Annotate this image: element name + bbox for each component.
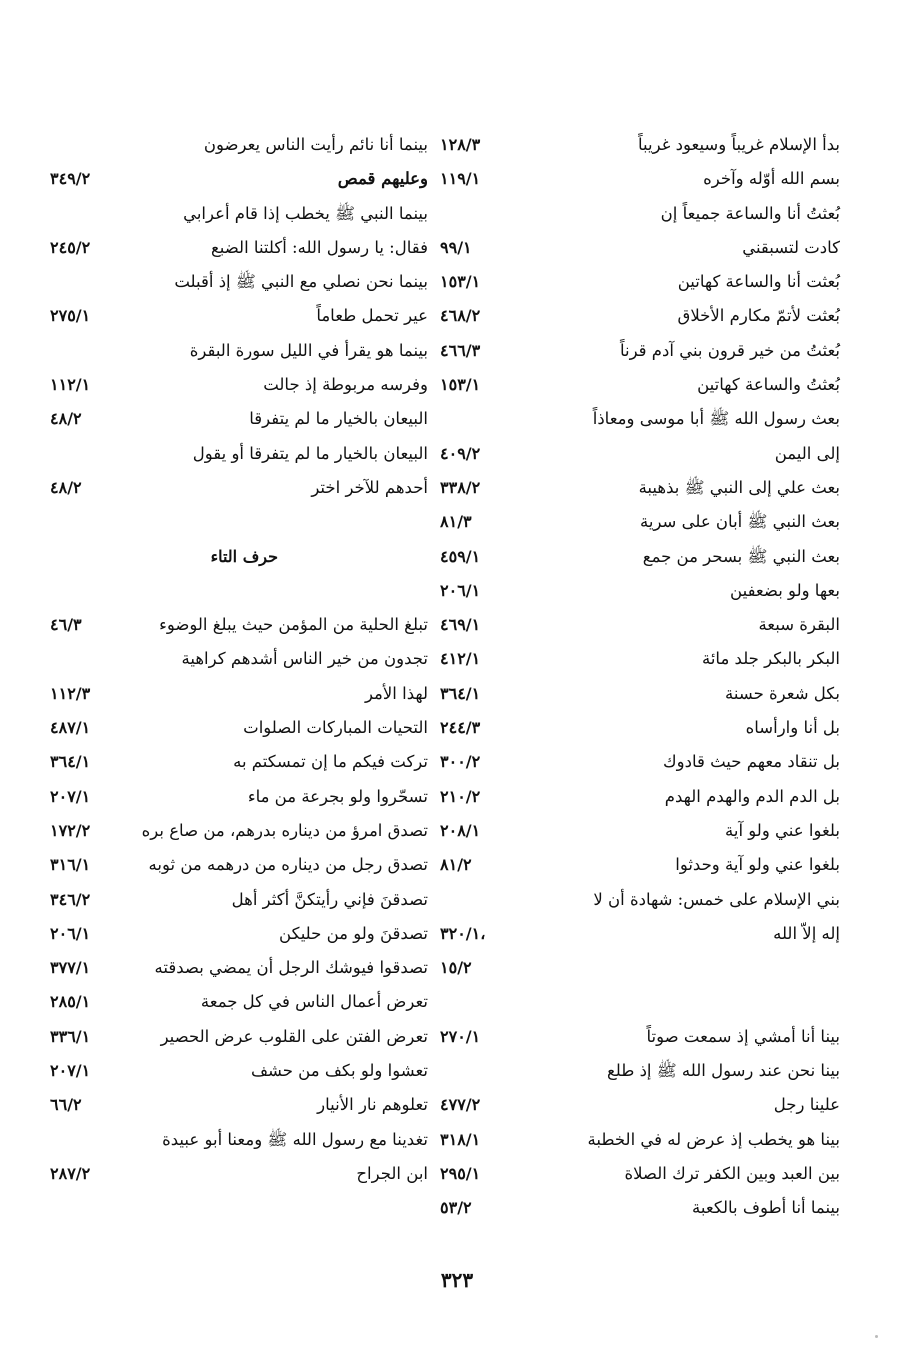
entry-reference: ١٥٣/١ [440,272,481,292]
entry-reference: ١١٢/٣ [50,683,91,703]
entry-reference: ٢٧٠/١ [440,1026,481,1046]
index-entry [440,1088,840,1122]
entry-text: تبلغ الحلية من المؤمن حيث يبلغ الوضوء [159,615,428,635]
entry-reference: ٤١٢/١ [440,649,481,669]
entry-reference: ٦٦/٢ [50,1095,82,1115]
index-entry [50,1020,428,1054]
entry-text: بل أنا وارأساه [745,718,840,738]
entry-text: تصدقنَ ولو من حليكن [279,923,428,943]
index-entry [440,780,840,814]
index-entry [440,1054,840,1088]
index-entry [440,162,840,196]
entry-text: تصدقنَ فإني رأيتكنَّ أكثر أهل [231,889,428,909]
section-heading [50,540,428,574]
entry-reference: ٣١٨/١ [440,1129,481,1149]
entry-text: التحيات المباركات الصلوات [243,718,428,738]
index-entry [440,265,840,299]
entry-text: بينما النبي ﷺ يخطب إذا قام أعرابي [183,203,428,223]
entry-reference: ٣٣٨/٢ [440,477,481,497]
entry-reference: ٨١/٣ [440,512,472,532]
entry-reference: ٢٠٦/١ [440,580,481,600]
index-entry [50,1054,428,1088]
entry-reference: ٤٦٨/٢ [440,306,481,326]
entry-text: بين العبد وبين الكفر ترك الصلاة [624,1163,840,1183]
index-entry [50,299,428,333]
entry-text: بل تنقاد معهم حيث قادوك [663,752,840,772]
index-entry [50,1088,428,1122]
index-entry [50,951,428,985]
index-entry [50,711,428,745]
index-entry [50,608,428,642]
entry-text: تسحّروا ولو بجرعة من ماء [247,786,428,806]
entry-text: بل الدم الدم والهدم الهدم [664,786,840,806]
entry-text: بُعثتُ والساعة كهاتين [697,375,840,395]
entry-reference: ١٢٨/٣ [440,135,481,154]
index-entry [440,540,840,574]
index-entry [440,985,840,1019]
entry-reference: ٤٠٩/٢ [440,443,481,463]
entry-reference: ٢١٠/٢ [440,786,481,806]
entry-reference: ٢٨٧/٢ [50,1163,91,1183]
index-entry [50,814,428,848]
index-entry [440,642,840,676]
entry-reference: ٤٦٦/٣ [440,340,481,360]
entry-text: وعليهم قمص [337,169,428,189]
entry-reference: ٨١/٢ [440,855,472,875]
index-entry [440,1020,840,1054]
index-entry [50,231,428,265]
entry-reference: ٣٤٦/٢ [50,889,91,909]
entry-text: تصدق امرؤ من ديناره بدرهم، من صاع بره [141,820,428,840]
entry-reference: ٣٧٧/١ [50,958,91,978]
index-entry [440,917,840,951]
index-entry [50,437,428,471]
index-entry [50,162,428,196]
entry-text: بلغوا عني ولو آية وحدثوا [675,855,840,875]
entry-text: بعث النبي ﷺ أبان على سرية [640,512,840,532]
entry-reference: ٢٨٥/١ [50,992,91,1012]
index-entry [50,848,428,882]
entry-text: بعث رسول الله ﷺ أبا موسى ومعاذاً [592,409,840,429]
index-entry [440,745,840,779]
entry-text: بينا هو يخطب إذ عرض له في الخطبة [587,1129,840,1149]
index-entry [440,197,840,231]
entry-reference: ٩٩/١ [440,237,472,257]
index-entry [50,917,428,951]
entry-text: بينما هو يقرأ في الليل سورة البقرة [189,340,428,360]
entry-reference: ٤٥٩/١ [440,546,481,566]
entry-text: تعشوا ولو بكف من حشف [250,1061,428,1081]
entry-reference: ٢٠٨/١ [440,820,481,840]
entry-text: بُعثتُ من خير قرون بني آدم قرناً [619,340,840,360]
entry-text: تعرض أعمال الناس في كل جمعة [200,992,428,1012]
entry-text: بينما أنا نائم رأيت الناس يعرضون [203,135,428,154]
index-entry [50,780,428,814]
entry-reference: ٣٠٠/٢ [440,752,481,772]
entry-reference: ٣٦٤/١ [440,683,481,703]
entry-reference: ٣٤٩/٢ [50,169,91,189]
entry-text: تغدينا مع رسول الله ﷺ ومعنا أبو عبيدة [162,1129,428,1149]
entry-reference: ٢٤٤/٣ [440,718,481,738]
entry-reference: ٢٧٥/١ [50,306,91,326]
index-entry [440,334,840,368]
right-column [440,128,840,1226]
entry-text: تعلوهم نار الأنيار [317,1095,428,1115]
entry-reference: ١١٢/١ [50,375,91,395]
entry-text: أحدهم للآخر اختر [311,477,428,497]
entry-text: بعث علي إلى النبي ﷺ بذهيبة [638,477,840,497]
entry-text: بينما أنا أطوف بالكعبة [692,1198,840,1218]
entry-text: بُعثت لأتمّ مكارم الأخلاق [677,306,840,326]
entry-reference: ٣١٦/١ [50,855,91,875]
entry-text: البيعان بالخيار ما لم يتفرقا [249,409,428,429]
entry-reference: ١٥/٢ [440,958,472,978]
entry-text: تصدقوا فيوشك الرجل أن يمضي بصدقته [154,958,428,978]
index-entry [50,677,428,711]
index-entry [50,265,428,299]
entry-reference: ٢٠٦/١ [50,923,91,943]
entry-reference: ٥٣/٢ [440,1198,472,1218]
index-entry [440,883,840,917]
entry-text: إلى اليمن [774,443,840,463]
index-entry [440,574,840,608]
entry-text: تصدق رجل من ديناره من درهمه من ثوبه [148,855,428,875]
index-entry [50,745,428,779]
index-entry [440,1123,840,1157]
index-entry [50,985,428,1019]
entry-reference: ١٧٢/٢ [50,820,91,840]
index-entry [50,197,428,231]
entry-text: بينا نحن عند رسول الله ﷺ إذ طلع [606,1061,840,1081]
entry-text: ابن الجراح [356,1163,428,1183]
index-entry [50,471,428,505]
entry-reference: ٤٨/٢ [50,409,82,429]
entry-text: وفرسه مربوطة إذ جالت [263,375,428,395]
entry-text: بلغوا عني ولو آية [725,820,840,840]
index-entry [440,471,840,505]
index-entry [50,368,428,402]
entry-text: تجدون من خير الناس أشدهم كراهية [181,649,428,669]
entry-text: كادت لتسبقني [742,237,840,257]
index-entry [440,299,840,333]
entry-text: بينما نحن نصلي مع النبي ﷺ إذ أقبلت [174,272,428,292]
index-entry [440,402,840,436]
entry-reference: ٣٢٠/١، [440,923,486,943]
index-entry [440,677,840,711]
entry-text: بدأ الإسلام غريباً وسيعود غريباً [638,135,840,154]
index-entry [440,848,840,882]
index-entry [440,814,840,848]
entry-reference: ٢٠٧/١ [50,786,91,806]
entry-text: بُعثت أنا والساعة كهاتين [677,272,840,292]
index-entry [50,1157,428,1191]
entry-text: حرف التاء [210,546,278,566]
entry-reference: ٢٠٧/١ [50,1061,91,1081]
entry-reference: ١٥٣/١ [440,375,481,395]
entry-text: بكل شعرة حسنة [725,683,840,703]
index-entry [440,608,840,642]
entry-reference: ٤٨/٢ [50,477,82,497]
index-entry [440,951,840,985]
index-entry [440,437,840,471]
entry-text: لهذا الأمر [364,683,428,703]
index-entry [50,334,428,368]
scan-speck [875,1335,878,1338]
index-entry [50,1123,428,1157]
entry-text: البقرة سبعة [758,615,840,635]
entry-reference: ١١٩/١ [440,169,481,189]
index-entry [440,711,840,745]
entry-text: إله إلاّ الله [773,923,840,943]
entry-text: علينا رجل [773,1095,840,1115]
entry-text: بعث النبي ﷺ بسحر من جمع [642,546,840,566]
entry-reference: ٣٣٦/١ [50,1026,91,1046]
entry-text: بُعثتُ أنا والساعة جميعاً إن [660,203,840,223]
entry-reference: ٤٧٧/٢ [440,1095,481,1115]
entry-text: تركت فيكم ما إن تمسكتم به [233,752,428,772]
entry-reference: ٤٦/٣ [50,615,82,635]
entry-text: بسم الله أوّله وآخره [703,169,840,189]
index-entry [440,368,840,402]
entry-reference: ٣٦٤/١ [50,752,91,772]
page-number: ٣٢٣ [440,1268,474,1292]
index-entry [440,1191,840,1225]
left-column [50,128,428,1191]
entry-text: بينا أنا أمشي إذ سمعت صوتاً [646,1026,840,1046]
index-entry [50,128,428,162]
index-entry [440,231,840,265]
entry-text: تعرض الفتن على القلوب عرض الحصير [160,1026,428,1046]
index-entry [440,505,840,539]
entry-reference: ٢٤٥/٢ [50,237,91,257]
entry-text: بعها ولو بضعفين [730,580,840,600]
index-entry [50,883,428,917]
index-entry [440,1157,840,1191]
index-entry [50,642,428,676]
index-entry [50,402,428,436]
index-entry [50,574,428,608]
entry-text: البكر بالبكر جلد مائة [701,649,840,669]
entry-reference: ٤٨٧/١ [50,718,91,738]
index-entry [440,128,840,162]
entry-text: البيعان بالخيار ما لم يتفرقا أو يقول [192,443,428,463]
entry-text: بني الإسلام على خمس: شهادة أن لا [593,889,840,909]
entry-reference: ٤٦٩/١ [440,615,481,635]
entry-text: فقال: يا رسول الله: أكلتنا الضبع [210,237,428,257]
entry-reference: ٢٩٥/١ [440,1163,481,1183]
entry-text: عير تحمل طعاماً [316,306,428,326]
index-entry [50,505,428,539]
